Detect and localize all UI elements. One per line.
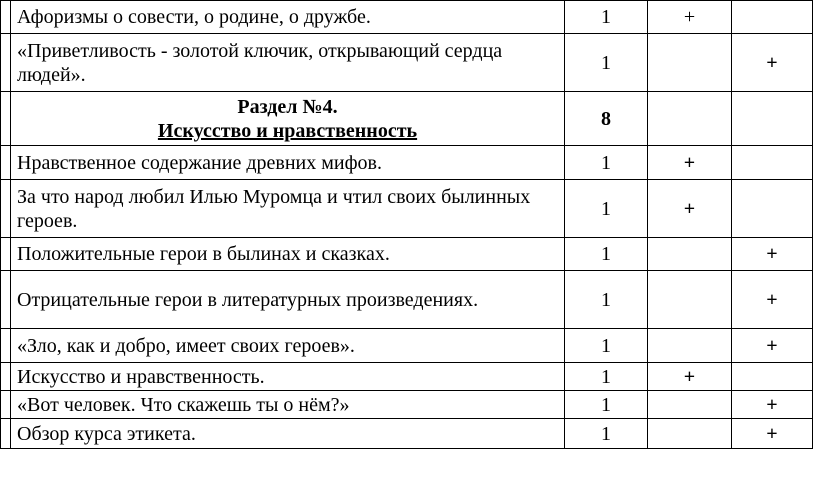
- row-number-cell: [1, 180, 11, 238]
- row-number-cell: [1, 329, 11, 363]
- mark-cell-a: [648, 271, 732, 329]
- mark-cell-b: +: [732, 271, 813, 329]
- table-row: [1, 1, 813, 34]
- topic-cell: Положительные герои в былинах и сказках.: [11, 238, 565, 271]
- hours-cell: 1: [565, 329, 648, 363]
- hours-cell: 1: [565, 419, 648, 449]
- topic-cell: Афоризмы о совести, о родине, о дружбе.: [11, 1, 565, 34]
- table-row: [1, 34, 813, 92]
- table-row: [1, 391, 813, 419]
- mark-cell-b: +: [732, 329, 813, 363]
- hours-cell: 1: [565, 1, 648, 34]
- mark-cell-a: [648, 92, 732, 146]
- row-number-cell: [1, 271, 11, 329]
- table-row: [1, 271, 813, 329]
- mark-cell-b: +: [732, 419, 813, 449]
- mark-cell-a: [648, 238, 732, 271]
- topic-cell: Обзор курса этикета.: [11, 419, 565, 449]
- hours-cell: 1: [565, 180, 648, 238]
- mark-cell-b: +: [732, 238, 813, 271]
- mark-cell-b: [732, 180, 813, 238]
- table-row: [1, 180, 813, 238]
- mark-cell-a: +: [648, 180, 732, 238]
- mark-cell-b: [732, 1, 813, 34]
- topic-cell: Отрицательные герои в литературных произведениях.: [11, 271, 565, 329]
- mark-cell-a: [648, 329, 732, 363]
- mark-cell-a: [648, 391, 732, 419]
- hours-cell: 1: [565, 391, 648, 419]
- mark-cell-a: +: [648, 146, 732, 180]
- topic-cell: «Вот человек. Что скажешь ты о нём?»: [11, 391, 565, 419]
- row-number-cell: [1, 238, 11, 271]
- hours-cell: 1: [565, 34, 648, 92]
- mark-cell-b: [732, 146, 813, 180]
- section-hours-cell: 8: [565, 92, 648, 146]
- table-row: [1, 329, 813, 363]
- section-title: Раздел №4.: [237, 95, 338, 118]
- table-row: [1, 146, 813, 180]
- mark-cell-b: [732, 92, 813, 146]
- mark-cell-a: [648, 419, 732, 449]
- hours-cell: 1: [565, 146, 648, 180]
- mark-cell-b: +: [732, 391, 813, 419]
- table-row: [1, 363, 813, 391]
- hours-cell: 1: [565, 363, 648, 391]
- hours-cell: 1: [565, 238, 648, 271]
- topic-cell: Нравственное содержание древних мифов.: [11, 146, 565, 180]
- topic-cell: Искусство и нравственность.: [11, 363, 565, 391]
- row-number-cell: [1, 146, 11, 180]
- row-number-cell: [1, 92, 11, 146]
- table-row: [1, 238, 813, 271]
- mark-cell-a: +: [648, 363, 732, 391]
- section-subtitle: Искусство и нравственность: [157, 119, 418, 142]
- topic-cell: «Зло, как и добро, имеет своих героев».: [11, 329, 565, 363]
- topic-cell: За что народ любил Илью Муромца и чтил своих былинных героев.: [11, 180, 565, 238]
- row-number-cell: [1, 391, 11, 419]
- section-header: [11, 92, 565, 146]
- mark-cell-a: +: [648, 1, 732, 34]
- table-row: [1, 419, 813, 449]
- row-number-cell: [1, 363, 11, 391]
- mark-cell-a: [648, 34, 732, 92]
- hours-cell: 1: [565, 271, 648, 329]
- row-number-cell: [1, 419, 11, 449]
- mark-cell-b: [732, 363, 813, 391]
- mark-cell-b: +: [732, 34, 813, 92]
- topic-cell: «Приветливость - золотой ключик, открывающий сердца людей».: [11, 34, 565, 92]
- row-number-cell: [1, 34, 11, 92]
- section-row: [1, 92, 813, 146]
- row-number-cell: [1, 1, 11, 34]
